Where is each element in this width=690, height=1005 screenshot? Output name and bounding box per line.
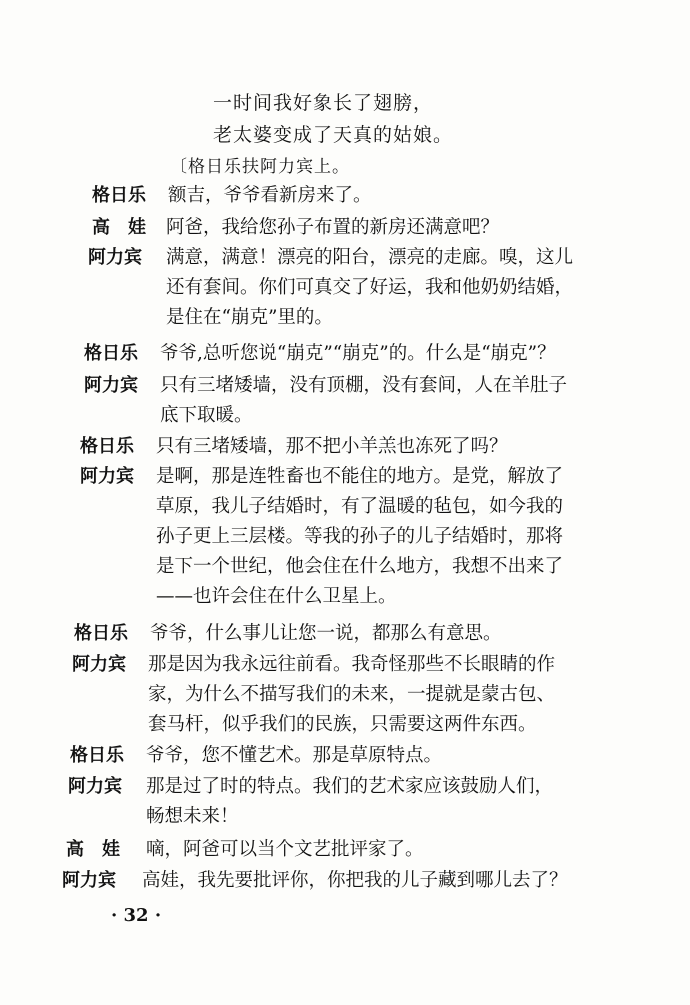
dialogue-line: 草原，我儿子结婚时，有了温暖的毡包，如今我的 <box>156 496 564 517</box>
page-number: · 32 · <box>111 905 162 926</box>
dialogue-text <box>150 619 605 649</box>
dialogue-line: 是住在“崩克”里的。 <box>166 307 333 328</box>
speaker-name: 高 娃 <box>66 839 120 860</box>
dialogue-line: 爷爷,总听您说“崩克”“崩克”的。什么是“崩克”？ <box>160 343 556 364</box>
dialogue-line: 那是过了时的特点。我们的艺术家应该鼓励人们， <box>146 776 554 797</box>
dialogue-text <box>142 866 612 896</box>
speaker-name: 高 娃 <box>92 217 146 238</box>
speaker-name: 阿力宾 <box>80 466 134 487</box>
dialogue-text <box>146 772 606 832</box>
dialogue-line: 高娃，我先要批评你，你把我的儿子藏到哪儿去了？ <box>142 870 568 891</box>
dialogue-line: 那是因为我永远往前看。我奇怪那些不长眼睛的作 <box>148 654 556 675</box>
speaker-name: 格日乐 <box>70 745 124 766</box>
dialogue-line: 爷爷，您不懂艺术。那是草原特点。 <box>146 745 443 766</box>
speaker-name: 阿力宾 <box>84 375 138 396</box>
dialogue-line: 还有套间。你们可真交了好运，我和他奶奶结婚， <box>166 277 574 298</box>
verse-line-2: 老太婆变成了天真的姑娘。 <box>213 124 454 146</box>
speaker-name: 阿力宾 <box>62 870 116 891</box>
dialogue-text <box>146 741 606 771</box>
speaker-name: 格日乐 <box>84 343 138 364</box>
dialogue-line: 额吉，爷爷看新房来了。 <box>168 185 372 206</box>
dialogue-text <box>156 432 606 462</box>
dialogue-line: 底下取暖。 <box>160 405 253 426</box>
dialogue-text <box>156 462 611 612</box>
dialogue-text <box>166 243 611 333</box>
dialogue-text <box>168 181 608 211</box>
dialogue-line: 嘀，阿爸可以当个文艺批评家了。 <box>146 839 424 860</box>
dialogue-line: 满意，满意！漂亮的阳台，漂亮的走廊。嗅，这儿 <box>166 247 574 268</box>
dialogue-text <box>166 213 606 243</box>
dialogue-line: 畅想未来！ <box>146 806 239 827</box>
speaker-name: 阿力宾 <box>88 247 142 268</box>
dialogue-line: 套马杆，似乎我们的民族，只需要这两件东西。 <box>148 714 537 735</box>
dialogue-line: 阿爸，我给您孙子布置的新房还满意吧？ <box>166 217 500 238</box>
dialogue-text <box>160 339 610 369</box>
dialogue-line: 是啊，那是连牲畜也不能住的地方。是党，解放了 <box>156 466 564 487</box>
dialogue-text <box>160 371 610 431</box>
dialogue-line: 只有三堵矮墙，没有顶棚，没有套间，人在羊肚子 <box>160 375 568 396</box>
verse-line-1: 一时间我好象长了翅膀， <box>213 92 434 114</box>
speaker-name: 格日乐 <box>80 436 134 457</box>
stage-direction: 〔格日乐扶阿力宾上。 <box>170 157 350 177</box>
dialogue-line: 家，为什么不描写我们的未来，一提就是蒙古包、 <box>148 684 556 705</box>
speaker-name: 阿力宾 <box>72 654 126 675</box>
dialogue-text <box>146 835 606 865</box>
dialogue-line: ——也许会住在什么卫星上。 <box>156 586 397 607</box>
dialogue-text <box>148 650 608 740</box>
speaker-name: 格日乐 <box>92 185 146 206</box>
dialogue-line: 是下一个世纪，他会住在什么地方，我想不出来了 <box>156 556 564 577</box>
dialogue-line: 孙子更上三层楼。等我的孙子的儿子结婚时，那将 <box>156 526 564 547</box>
speaker-name: 格日乐 <box>74 623 128 644</box>
dialogue-line: 只有三堵矮墙，那不把小羊羔也冻死了吗？ <box>156 436 508 457</box>
speaker-name: 阿力宾 <box>68 776 122 797</box>
dialogue-line: 爷爷，什么事儿让您一说，都那么有意思。 <box>150 623 502 644</box>
